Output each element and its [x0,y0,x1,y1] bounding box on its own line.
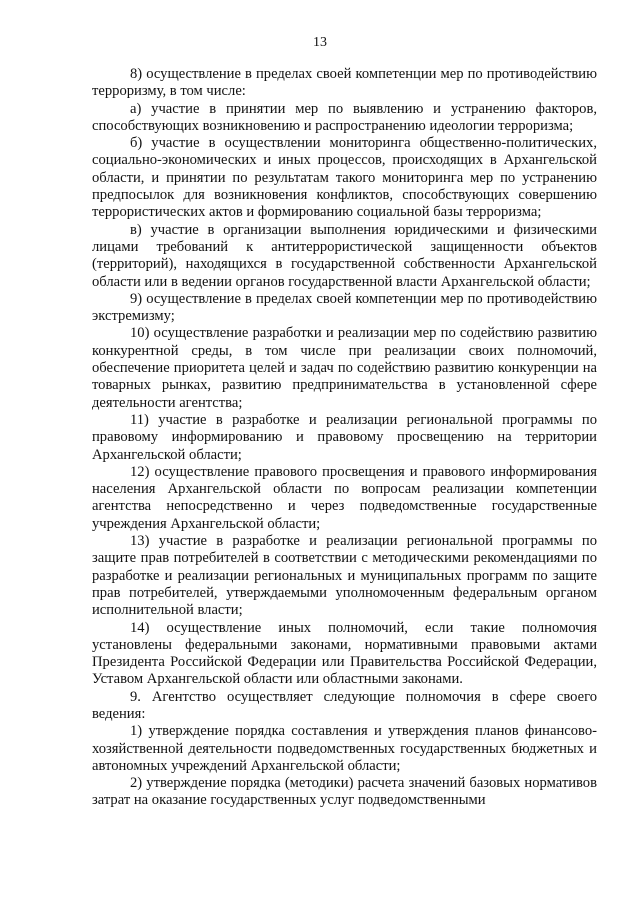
document-body [92,66,597,810]
paragraph-item-13-consumer-rights: 13) участие в разработке и реализации региональной программы по защите прав потребителей в соответствии с методическими рекомендациями по разработке и реализации региональных и муниципальных программ по защите прав потребителей, утверждаемыми уполномоченным федеральным органом исполнительной власти; [92,533,597,619]
paragraph-item-10-competition: 10) осуществление разработки и реализации мер по содействию развитию конкурентной среды, в том числе при реализации своих полномочий, обеспечение приоритета целей и задач по содействию развитию конкуренции на товарных рынках, развитию предпринимательства в установленной сфере деятельности агентства; [92,325,597,411]
paragraph-item-12-legal-education: 12) осуществление правового просвещения и правового информирования населения Архангельской области по вопросам реализации компетенции агентства непосредственно и через подведомственные государственные учреждения Архангельской области; [92,463,597,532]
paragraph-item-14-other-powers: 14) осуществление иных полномочий, если такие полномочия установлены федеральными законами, нормативными правовыми актами Президента Российской Федерации или Правительства Российской Федерации, Уставом Архангельской области или областными законами. [92,619,597,688]
paragraph-subitem-b: б) участие в осуществлении мониторинга общественно-политических, социально-экономических и иных процессов, происходящих в Архангельской области, и принятии по результатам такого мониторинга мер по устранению предпосылок для возникновения конфликтов, способствующих совершению террористических актов и формированию социальной базы терроризма; [92,135,597,221]
paragraph-item-8-terrorism: 8) осуществление в пределах своей компетенции мер по противодействию терроризму, в том числе: [92,66,597,100]
paragraph-section-9-item-1: 1) утверждение порядка составления и утверждения планов финансово-хозяйственной деятельности подведомственных государственных бюджетных и автономных учреждений Архангельской области; [92,723,597,774]
paragraph-item-9-extremism: 9) осуществление в пределах своей компетенции мер по противодействию экстремизму; [92,290,597,325]
paragraph-item-11-legal-info: 11) участие в разработке и реализации региональной программы по правовому информированию и правовому просвещению на территории Архангельской области; [92,411,597,463]
paragraph-subitem-a: а) участие в принятии мер по выявлению и устранению факторов, способствующих возникновению и распространению идеологии терроризма; [92,100,597,134]
paragraph-subitem-v: в) участие в организации выполнения юридическими и физическими лицами требований к антитеррористической защищенности объектов (территорий), находящихся в государственной собственности Архангельской области или в ведении органов государственной власти Архангельской области; [92,221,597,290]
paragraph-section-9: 9. Агентство осуществляет следующие полномочия в сфере своего ведения: [92,688,597,722]
paragraph-section-9-item-2: 2) утверждение порядка (методики) расчета значений базовых нормативов затрат на оказание государственных услуг подведомственными [92,775,597,809]
page-number: 13 [313,35,327,50]
